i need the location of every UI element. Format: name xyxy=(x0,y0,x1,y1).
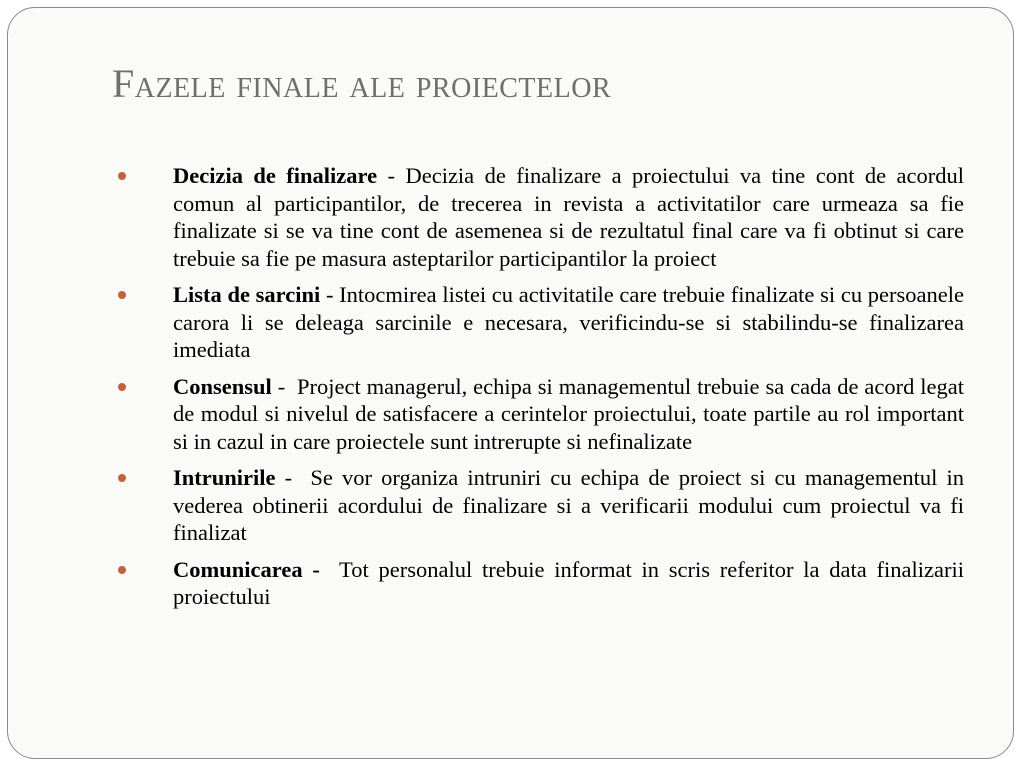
bullet-dot-icon xyxy=(118,172,126,180)
bullet-dot-icon xyxy=(118,383,126,391)
bullet-item-lista-de-sarcini xyxy=(112,281,964,364)
bullet-text: Tot personalul trebuie informat in scris referitor la data finalizarii proiectului xyxy=(173,556,964,609)
bullet-term: Lista de sarcini xyxy=(173,282,321,307)
bullet-term: Consensul xyxy=(173,373,272,399)
bullet-item-intrunirile xyxy=(112,464,964,547)
bullet-text: Decizia de finalizare a proiectului va tine cont de acordul comun al participantilor, de trecerea in revista a activitatilor care urmeaza sa fie finalizate si se va tine cont de asemenea si de rezultatul final care va fi obtinut si care trebuie sa fie pe masura asteptarilor participantilor la proiect xyxy=(173,163,964,271)
bullet-text: Project managerul, echipa si managementul trebuie sa cada de acord legat de modul si nivelul de satisfacere a cerintelor proiectului, toate partile au rol important si in cazul in care proiectele sunt intrerupte si nefinalizate xyxy=(173,373,964,454)
bullet-dot-icon xyxy=(118,291,126,299)
bullet-term: Comunicarea - xyxy=(173,556,320,582)
bullet-item-consensul xyxy=(112,373,964,456)
bullet-separator: - xyxy=(320,282,340,307)
bullet-separator: - xyxy=(275,465,311,490)
slide-title: Fazele finale ale proiectelor xyxy=(112,61,612,106)
bullet-separator xyxy=(320,557,339,582)
bullet-term: Decizia de finalizare xyxy=(173,163,378,188)
bullet-term: Intrunirile xyxy=(173,465,276,490)
bullet-item-comunicarea xyxy=(112,556,964,611)
bullet-item-decizia-de-finalizare xyxy=(112,162,964,272)
bullet-separator: - xyxy=(271,373,298,399)
bullet-dot-icon xyxy=(118,474,126,482)
bullet-dot-icon xyxy=(118,566,126,574)
bullet-text: Intocmirea listei cu activitatile care trebuie finalizate si cu persoanele carora li se deleaga sarcinile e necesara, verificindu-se si stabilindu-se finalizarea imediata xyxy=(173,282,964,362)
bullet-separator: - xyxy=(377,163,406,188)
bullet-list xyxy=(112,162,964,620)
bullet-text: Se vor organiza intruniri cu echipa de proiect si cu managementul in vederea obtinerii acordului de finalizare si a verificarii modului cum proiectul va fi finalizat xyxy=(173,465,964,545)
